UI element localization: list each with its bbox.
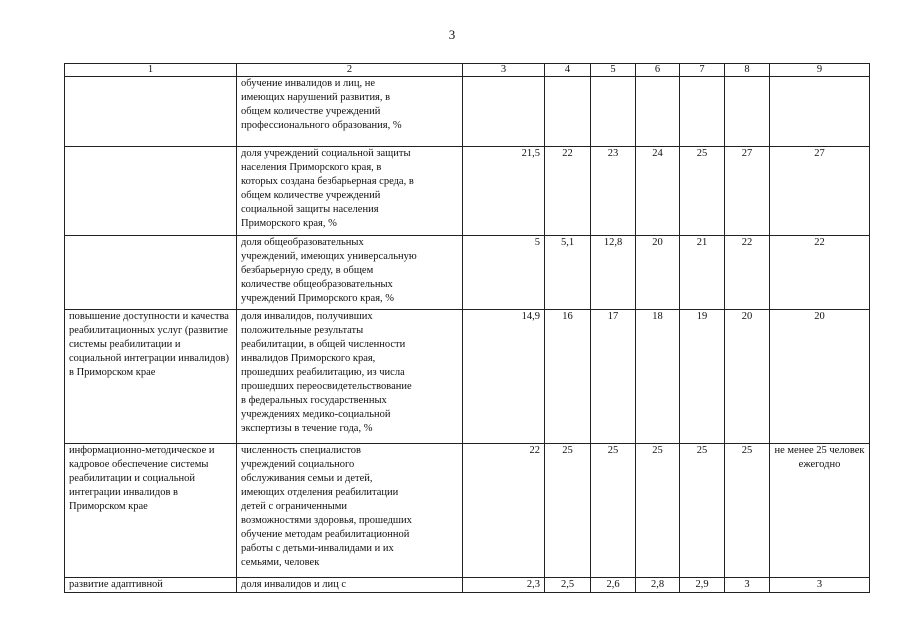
table-row bbox=[65, 147, 870, 236]
table-row bbox=[65, 578, 870, 593]
value-cell: 5 bbox=[463, 236, 545, 310]
indicator-line: учреждений Приморского края, % bbox=[241, 293, 395, 304]
direction-cell: повышение доступности и качества реабилитационных услуг (развитие системы реабилитации и социальной интеграции инвалидов) в Приморском крае bbox=[65, 310, 237, 444]
value-cell: 12,8 bbox=[591, 236, 636, 310]
indicator-line: обслуживания семьи и детей, bbox=[241, 473, 373, 484]
value-cell: 25 bbox=[636, 444, 680, 578]
value-cell: 25 bbox=[725, 444, 770, 578]
value-cell: 16 bbox=[545, 310, 591, 444]
value-cell: 21 bbox=[680, 236, 725, 310]
indicator-line: положительные результаты bbox=[241, 325, 364, 336]
value-cell: 20 bbox=[636, 236, 680, 310]
indicator-line: социальной защиты населения bbox=[241, 204, 379, 215]
value-cell: 2,6 bbox=[591, 578, 636, 593]
value-cell: 17 bbox=[591, 310, 636, 444]
indicator-line: общем количестве учреждений bbox=[241, 190, 381, 201]
value-cell: 3 bbox=[770, 578, 870, 593]
indicator-cell bbox=[237, 236, 463, 310]
indicator-line: учреждений, имеющих универсальную bbox=[241, 251, 417, 262]
value-cell: 20 bbox=[770, 310, 870, 444]
value-cell: 3 bbox=[725, 578, 770, 593]
table-header-row bbox=[65, 64, 870, 77]
indicator-line: экспертизы в течение года, % bbox=[241, 423, 373, 434]
value-cell: 18 bbox=[636, 310, 680, 444]
value-cell: 25 bbox=[591, 444, 636, 578]
table-row bbox=[65, 236, 870, 310]
table-row bbox=[65, 77, 870, 147]
header-cell: 4 bbox=[545, 64, 591, 77]
indicator-line: доля инвалидов, получивших bbox=[241, 311, 373, 322]
indicator-line: доля учреждений социальной защиты bbox=[241, 148, 411, 159]
value-cell: 27 bbox=[725, 147, 770, 236]
indicator-line: безбарьерную среду, в общем bbox=[241, 265, 374, 276]
direction-cell bbox=[65, 236, 237, 310]
indicator-line: обучение методам реабилитационной bbox=[241, 529, 410, 540]
value-cell: 2,8 bbox=[636, 578, 680, 593]
value-cell bbox=[725, 77, 770, 147]
indicator-line: которых создана безбарьерная среда, в bbox=[241, 176, 414, 187]
indicator-line: имеющих нарушений развития, в bbox=[241, 92, 391, 103]
value-cell: 5,1 bbox=[545, 236, 591, 310]
indicator-line: реабилитации, в общей численности bbox=[241, 339, 406, 350]
indicator-line: обучение инвалидов и лиц, не bbox=[241, 78, 376, 89]
indicator-line: учреждений социального bbox=[241, 459, 355, 470]
indicators-table bbox=[64, 63, 870, 593]
value-cell: 25 bbox=[680, 147, 725, 236]
indicator-line: количестве общеобразовательных bbox=[241, 279, 393, 290]
value-cell: 27 bbox=[770, 147, 870, 236]
value-cell: 24 bbox=[636, 147, 680, 236]
indicator-cell bbox=[237, 578, 463, 593]
header-cell: 6 bbox=[636, 64, 680, 77]
indicator-line: возможностями здоровья, прошедших bbox=[241, 515, 412, 526]
indicator-cell bbox=[237, 77, 463, 147]
direction-cell bbox=[65, 147, 237, 236]
indicator-line: численность специалистов bbox=[241, 445, 361, 456]
value-cell: 2,5 bbox=[545, 578, 591, 593]
indicator-line: населения Приморского края, в bbox=[241, 162, 382, 173]
value-cell bbox=[591, 77, 636, 147]
indicator-line: работы с детьми-инвалидами и их bbox=[241, 543, 394, 554]
value-cell: 23 bbox=[591, 147, 636, 236]
value-cell: 22 bbox=[725, 236, 770, 310]
value-cell: 19 bbox=[680, 310, 725, 444]
indicator-line: инвалидов Приморского края, bbox=[241, 353, 376, 364]
value-cell: 2,9 bbox=[680, 578, 725, 593]
value-cell: 25 bbox=[545, 444, 591, 578]
value-cell bbox=[636, 77, 680, 147]
indicator-line: прошедших реабилитацию, из числа bbox=[241, 367, 405, 378]
table-row bbox=[65, 310, 870, 444]
indicator-line: прошедших переосвидетельствование bbox=[241, 381, 412, 392]
indicator-line: профессионального образования, % bbox=[241, 120, 402, 131]
indicator-line: детей с ограниченными bbox=[241, 501, 347, 512]
direction-cell: развитие адаптивной bbox=[65, 578, 237, 593]
value-cell: 2,3 bbox=[463, 578, 545, 593]
header-cell: 5 bbox=[591, 64, 636, 77]
indicator-line: доля инвалидов и лиц с bbox=[241, 579, 346, 590]
indicator-line: общем количестве учреждений bbox=[241, 106, 381, 117]
header-cell: 9 bbox=[770, 64, 870, 77]
value-cell bbox=[463, 77, 545, 147]
direction-cell: информационно-методическое и кадровое обеспечение системы реабилитации и социальной интеграции инвалидов в Приморском крае bbox=[65, 444, 237, 578]
value-cell: 14,9 bbox=[463, 310, 545, 444]
value-cell bbox=[680, 77, 725, 147]
indicator-line: Приморского края, % bbox=[241, 218, 337, 229]
indicator-cell bbox=[237, 310, 463, 444]
value-cell: 22 bbox=[545, 147, 591, 236]
indicator-line: семьями, человек bbox=[241, 557, 320, 568]
header-cell: 8 bbox=[725, 64, 770, 77]
direction-cell bbox=[65, 77, 237, 147]
indicator-cell bbox=[237, 444, 463, 578]
value-cell: не менее 25 человек ежегодно bbox=[770, 444, 870, 578]
header-cell: 1 bbox=[65, 64, 237, 77]
indicator-line: в федеральных государственных bbox=[241, 395, 387, 406]
value-cell: 25 bbox=[680, 444, 725, 578]
header-cell: 3 bbox=[463, 64, 545, 77]
header-cell: 2 bbox=[237, 64, 463, 77]
table-row bbox=[65, 444, 870, 578]
value-cell bbox=[545, 77, 591, 147]
page-number: 3 bbox=[448, 27, 456, 42]
value-cell: 22 bbox=[770, 236, 870, 310]
indicator-line: имеющих отделения реабилитации bbox=[241, 487, 399, 498]
value-cell: 21,5 bbox=[463, 147, 545, 236]
value-cell: 20 bbox=[725, 310, 770, 444]
indicator-cell bbox=[237, 147, 463, 236]
value-cell bbox=[770, 77, 870, 147]
value-cell: 22 bbox=[463, 444, 545, 578]
header-cell: 7 bbox=[680, 64, 725, 77]
indicator-line: учреждениях медико-социальной bbox=[241, 409, 391, 420]
indicator-line: доля общеобразовательных bbox=[241, 237, 364, 248]
